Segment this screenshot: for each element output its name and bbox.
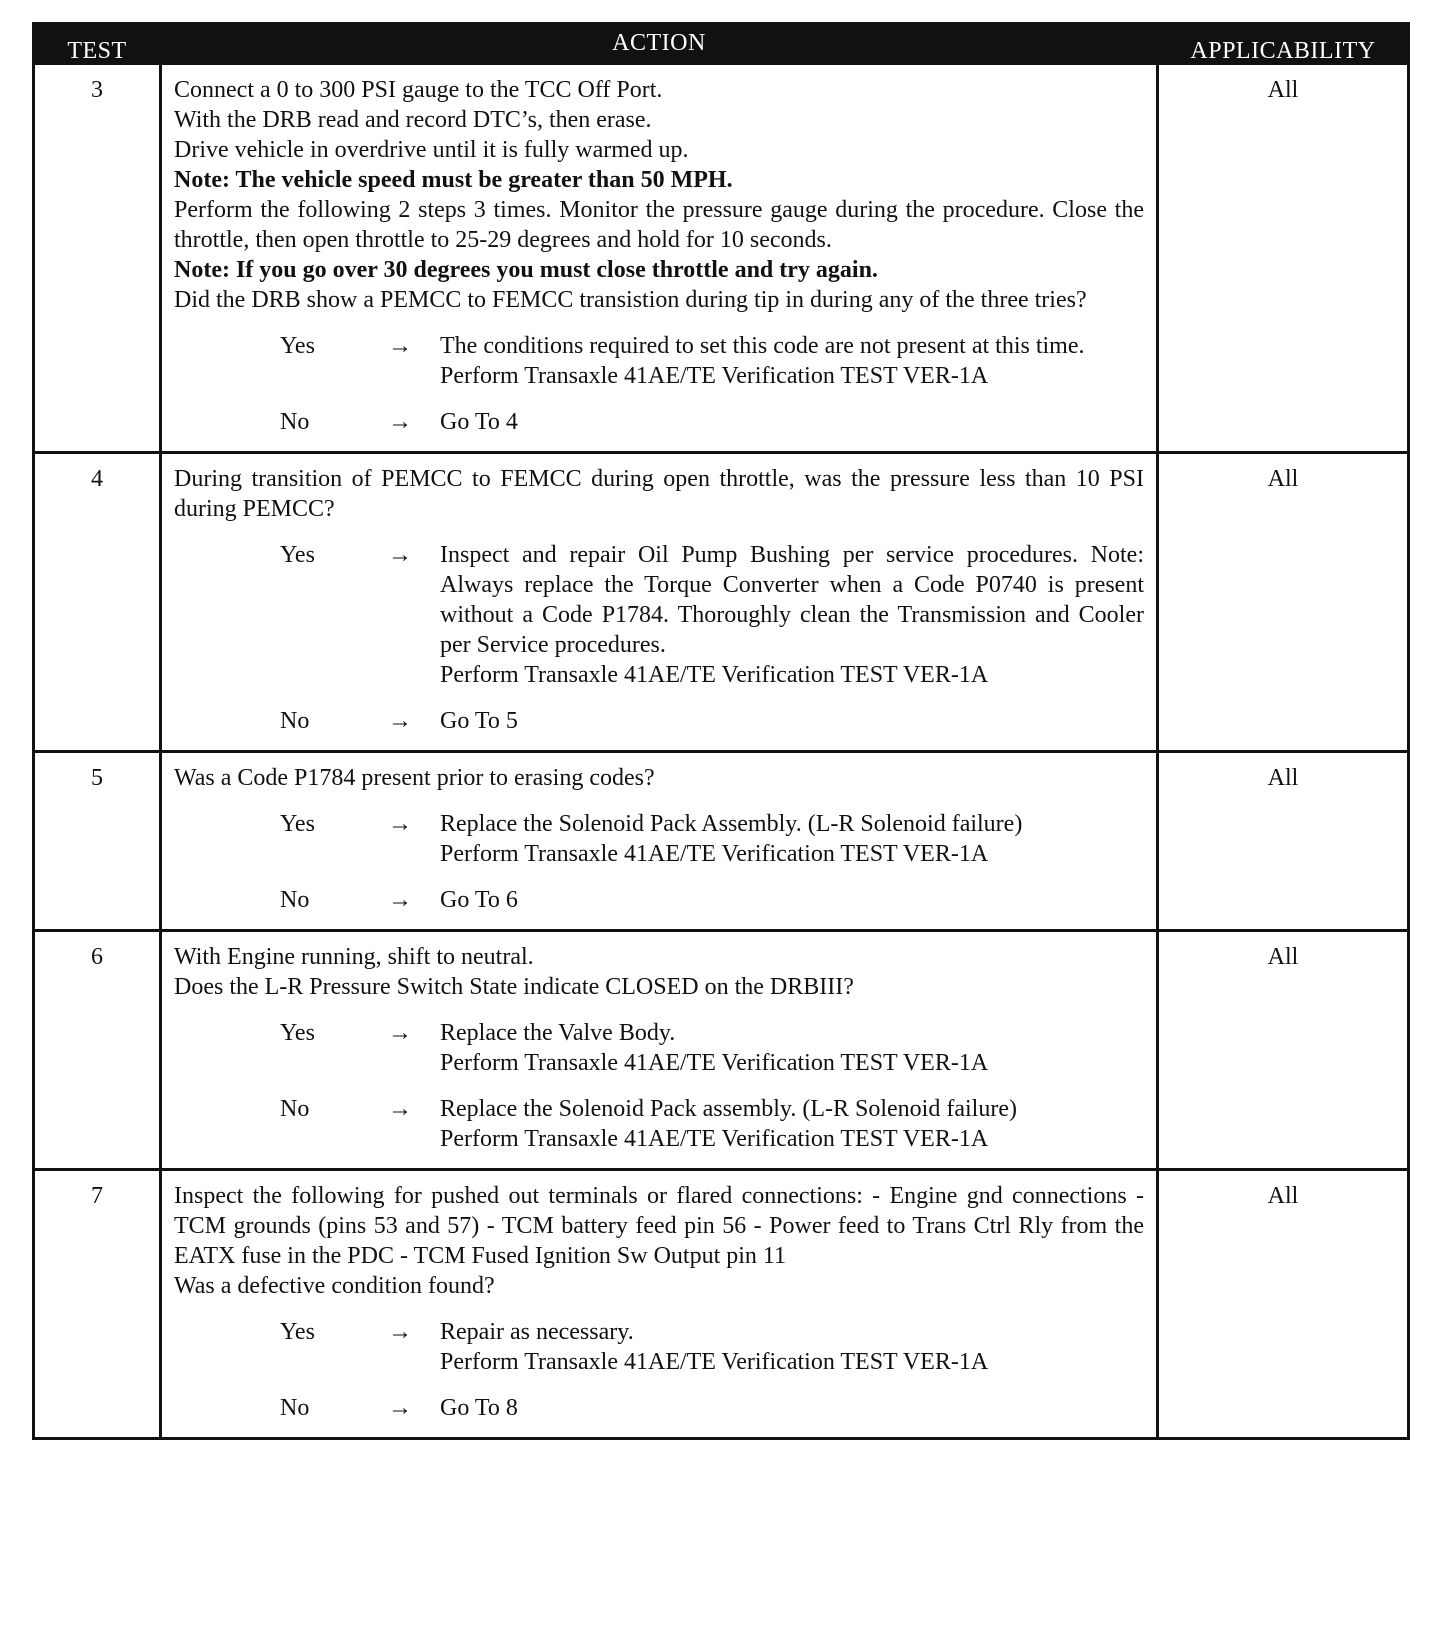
action-cell: [159, 1171, 1159, 1437]
no-branch: [174, 1094, 1144, 1154]
test-number: 4: [91, 466, 103, 492]
header-action: ACTION: [612, 30, 706, 56]
right-arrow-icon: →: [388, 409, 412, 435]
applicability: All: [1267, 765, 1299, 791]
table-body: [35, 65, 1407, 1437]
answer-line: Inspect and repair Oil Pump Bushing per service procedures. Note: Always replace the Torque Converter when a Code P0740 is present without a Code P1784. Thoroughly clean the Transmission and Cooler per Service procedures.: [440, 542, 1144, 658]
no-branch: [174, 407, 1144, 437]
right-arrow-icon: →: [388, 1395, 412, 1421]
right-arrow-icon: →: [388, 1319, 412, 1345]
answer-text: [440, 1018, 1144, 1078]
answer-line: Perform Transaxle 41AE/TE Verification TEST VER-1A: [440, 1050, 989, 1076]
answer-label: Yes: [280, 1319, 315, 1345]
answer-label: No: [280, 887, 310, 913]
table-row: [35, 929, 1407, 1168]
answer-line: Perform Transaxle 41AE/TE Verification TEST VER-1A: [440, 662, 989, 688]
right-arrow-icon: →: [388, 333, 412, 359]
answer-line: Go To 6: [440, 887, 518, 913]
answer-text: [440, 1393, 1144, 1423]
right-arrow-icon: →: [388, 708, 412, 734]
action-text: With the DRB read and record DTC’s, then erase.: [174, 107, 652, 133]
test-number: 5: [91, 765, 103, 791]
table-row: [35, 1168, 1407, 1437]
action-text: Perform the following 2 steps 3 times. Monitor the pressure gauge during the procedure. Close the throttle, then open throttle to 25-29 degrees and hold for 10 seconds.: [174, 197, 1144, 253]
note-text: Note: If you go over 30 degrees you must close throttle and try again.: [174, 257, 878, 283]
answer-label: No: [280, 708, 310, 734]
answer-text: [440, 885, 1144, 915]
answer-line: Perform Transaxle 41AE/TE Verification TEST VER-1A: [440, 841, 989, 867]
action-text: Was a defective condition found?: [174, 1273, 495, 1299]
applicability: All: [1267, 77, 1299, 103]
answer-line: Go To 4: [440, 409, 518, 435]
header-test: TEST: [67, 37, 127, 64]
right-arrow-icon: →: [388, 1020, 412, 1046]
answer-line: Replace the Solenoid Pack assembly. (L-R Solenoid failure): [440, 1096, 1017, 1122]
right-arrow-icon: →: [388, 811, 412, 837]
answer-label: No: [280, 1096, 310, 1122]
answer-text: [440, 331, 1144, 391]
yes-branch: [174, 809, 1144, 869]
right-arrow-icon: →: [388, 887, 412, 913]
action-text: Was a Code P1784 present prior to erasing codes?: [174, 765, 655, 791]
diagnostic-test-table: [32, 22, 1410, 1440]
applicability: All: [1267, 944, 1299, 970]
test-number: 6: [91, 944, 103, 970]
answer-text: [440, 407, 1144, 437]
action-text: Drive vehicle in overdrive until it is fully warmed up.: [174, 137, 689, 163]
answer-line: Perform Transaxle 41AE/TE Verification TEST VER-1A: [440, 1126, 989, 1152]
right-arrow-icon: →: [388, 1096, 412, 1122]
no-branch: [174, 706, 1144, 736]
header-applicability: APPLICABILITY: [1190, 37, 1376, 64]
action-cell: [159, 454, 1159, 750]
no-branch: [174, 885, 1144, 915]
action-text: With Engine running, shift to neutral.: [174, 944, 534, 970]
action-text: During transition of PEMCC to FEMCC during open throttle, was the pressure less than 10 PSI during PEMCC?: [174, 466, 1144, 522]
action-text: Does the L-R Pressure Switch State indicate CLOSED on the DRBIII?: [174, 974, 854, 1000]
yes-branch: [174, 331, 1144, 391]
action-cell: [159, 753, 1159, 929]
answer-text: [440, 1094, 1144, 1154]
answer-line: Go To 5: [440, 708, 518, 734]
action-text: Connect a 0 to 300 PSI gauge to the TCC Off Port.: [174, 77, 663, 103]
test-number: 7: [91, 1183, 103, 1209]
answer-line: Perform Transaxle 41AE/TE Verification TEST VER-1A: [440, 1349, 989, 1375]
answer-label: Yes: [280, 333, 315, 359]
answer-line: The conditions required to set this code are not present at this time.: [440, 333, 1085, 359]
no-branch: [174, 1393, 1144, 1423]
action-cell: [159, 65, 1159, 451]
answer-text: [440, 809, 1144, 869]
table-row: [35, 750, 1407, 929]
answer-line: Replace the Valve Body.: [440, 1020, 676, 1046]
yes-branch: [174, 1317, 1144, 1377]
answer-label: No: [280, 409, 310, 435]
yes-branch: [174, 540, 1144, 690]
note-text: Note: The vehicle speed must be greater than 50 MPH.: [174, 167, 733, 193]
answer-line: Replace the Solenoid Pack Assembly. (L-R Solenoid failure): [440, 811, 1023, 837]
answer-line: Repair as necessary.: [440, 1319, 634, 1345]
action-cell: [159, 932, 1159, 1168]
table-row: [35, 65, 1407, 451]
applicability: All: [1267, 466, 1299, 492]
test-number: 3: [91, 77, 103, 103]
answer-text: [440, 706, 1144, 736]
answer-text: [440, 1317, 1144, 1377]
answer-label: Yes: [280, 542, 315, 568]
table-header: [35, 25, 1407, 65]
answer-label: Yes: [280, 1020, 315, 1046]
action-text: Did the DRB show a PEMCC to FEMCC transistion during tip in during any of the three tries?: [174, 287, 1087, 313]
answer-line: Go To 8: [440, 1395, 518, 1421]
answer-text: [440, 540, 1144, 690]
answer-label: No: [280, 1395, 310, 1421]
right-arrow-icon: →: [388, 542, 412, 568]
answer-label: Yes: [280, 811, 315, 837]
applicability: All: [1267, 1183, 1299, 1209]
action-text: Inspect the following for pushed out terminals or flared connections: - Engine gnd connections - TCM grounds (pins 53 and 57) - TCM battery feed pin 56 - Power feed to Trans Ctrl Rly from the EATX fuse in the PDC - TCM Fused Ignition Sw Output pin 11: [174, 1183, 1144, 1269]
table-row: [35, 451, 1407, 750]
answer-line: Perform Transaxle 41AE/TE Verification TEST VER-1A: [440, 363, 989, 389]
yes-branch: [174, 1018, 1144, 1078]
